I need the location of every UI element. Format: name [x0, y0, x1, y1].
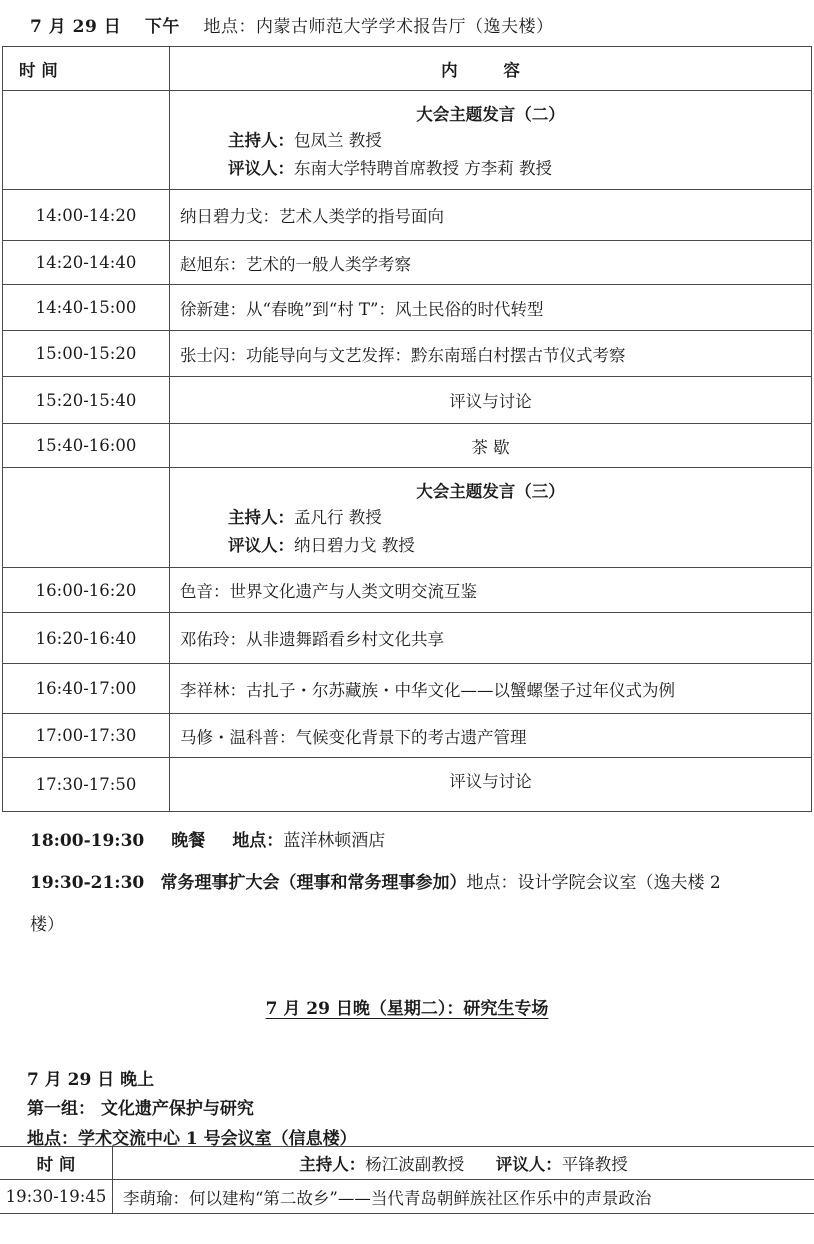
dinner-line: [30, 826, 385, 851]
graduate-header-row: [0, 1147, 814, 1180]
graduate-host-label: 主持人：: [299, 1155, 366, 1174]
meeting-line: [30, 868, 721, 893]
table-row: [3, 190, 812, 241]
session-2-host-label: 主持人：: [228, 130, 294, 150]
session-2-reviewer: 东南大学特聘首席教授 方李莉 教授: [294, 158, 552, 178]
graduate-group-line: 第一组： 文化遗产保护与研究: [27, 1099, 254, 1119]
col-time-header: 时 间: [3, 47, 170, 91]
afternoon-schedule-table: [2, 46, 812, 812]
session-3-reviewer: 纳日碧力戈 教授: [294, 536, 415, 555]
table-row: [3, 664, 812, 714]
table-row: [3, 714, 812, 758]
row-time: 14:40-15:00: [3, 285, 170, 331]
graduate-session-title: [0, 994, 814, 1019]
graduate-title-text: 7 月 29 日晚（星期二）：研究生专场: [265, 999, 549, 1019]
meeting-venue-continued: 楼）: [30, 915, 64, 935]
table-row: [3, 758, 812, 812]
row-time: 15:40-16:00: [3, 424, 170, 468]
row-time: 16:40-17:00: [3, 664, 170, 714]
meeting-label: 常务理事扩大会（理事和常务理事参加）: [160, 873, 467, 893]
graduate-schedule-table: [0, 1146, 814, 1214]
table-row: [3, 241, 812, 285]
header-venue: 内蒙古师范大学学术报告厅（逸夫楼）: [256, 17, 554, 37]
table-header-row: [3, 47, 812, 91]
row-time: 15:20-15:40: [3, 377, 170, 424]
row-time: 16:20-16:40: [3, 613, 170, 664]
meeting-time: 19:30-21:30: [30, 873, 145, 893]
row-content: 马修・温科普：气候变化背景下的考古遗产管理: [170, 714, 812, 758]
row-content: 李祥林：古扎子・尔苏藏族・中华文化——以蟹螺堡子过年仪式为例: [170, 664, 812, 714]
session-3-host: 孟凡行 教授: [294, 508, 382, 527]
row-time: 15:00-15:20: [3, 331, 170, 377]
row-content: 色音：世界文化遗产与人类文明交流互鉴: [170, 568, 812, 613]
table-row: [3, 568, 812, 613]
row-content: 赵旭东：艺术的一般人类学考察: [170, 241, 812, 285]
dinner-label: 晚餐: [171, 831, 206, 851]
session-3-reviewer-label: 评议人：: [228, 536, 294, 555]
row-time: 14:20-14:40: [3, 241, 170, 285]
table-row: [0, 1180, 814, 1214]
header-date: 7 月 29 日: [30, 17, 122, 37]
meeting-venue: 地点：设计学院会议室（逸夫楼 2: [466, 873, 721, 893]
graduate-venue-line: 地点：学术交流中心 1 号会议室（信息楼）: [27, 1129, 357, 1149]
table-row: [3, 613, 812, 664]
graduate-col-time-header: 时 间: [0, 1147, 113, 1180]
row-content: 张士闪：功能导向与文艺发挥：黔东南瑶白村摆古节仪式考察: [170, 331, 812, 377]
row-time: 16:00-16:20: [3, 568, 170, 613]
dinner-venue: 蓝洋林顿酒店: [283, 831, 386, 851]
graduate-hosts-cell: [113, 1147, 814, 1180]
session-3-row: [3, 468, 812, 568]
session-2-reviewer-label: 评议人：: [228, 158, 294, 178]
graduate-host: 杨江波副教授: [365, 1155, 465, 1174]
row-time: 19:30-19:45: [0, 1180, 113, 1214]
table-row: [3, 424, 812, 468]
session-3-host-label: 主持人：: [228, 508, 294, 527]
header-period: 下午: [144, 17, 180, 37]
row-content: 徐新建：从“春晚”到“村 T”：风土民俗的时代转型: [170, 285, 812, 331]
session-3-cell: [170, 468, 812, 568]
session-2-cell: [170, 91, 812, 190]
row-time: 17:30-17:50: [3, 758, 170, 812]
afternoon-header: [30, 12, 554, 37]
session-3-title: 大会主题发言（三）: [416, 482, 565, 501]
table-row: [3, 331, 812, 377]
row-content-discussion: 评议与讨论: [170, 758, 812, 812]
graduate-reviewer-label: 评议人：: [495, 1155, 562, 1174]
row-content-discussion: 评议与讨论: [170, 377, 812, 424]
dinner-time: 18:00-19:30: [30, 831, 145, 851]
graduate-reviewer: 平锋教授: [561, 1155, 628, 1174]
col-content-header: 内 容: [170, 47, 812, 91]
row-time: 14:00-14:20: [3, 190, 170, 241]
graduate-date-line: 7 月 29 日 晚上: [27, 1070, 155, 1090]
header-venue-label: 地点：: [203, 17, 256, 37]
table-row: [3, 377, 812, 424]
row-content: 纳日碧力戈：艺术人类学的指号面向: [170, 190, 812, 241]
row-content-break: 茶 歇: [170, 424, 812, 468]
row-content: 邓佑玲：从非遗舞蹈看乡村文化共享: [170, 613, 812, 664]
session-2-title: 大会主题发言（二）: [416, 104, 565, 124]
session-2-host: 包凤兰 教授: [294, 130, 382, 150]
row-time: 17:00-17:30: [3, 714, 170, 758]
session-2-row: [3, 91, 812, 190]
dinner-venue-label: 地点：: [232, 831, 284, 851]
row-content: 李萌瑜：何以建构“第二故乡”——当代青岛朝鲜族社区作乐中的声景政治: [113, 1180, 814, 1214]
table-row: [3, 285, 812, 331]
